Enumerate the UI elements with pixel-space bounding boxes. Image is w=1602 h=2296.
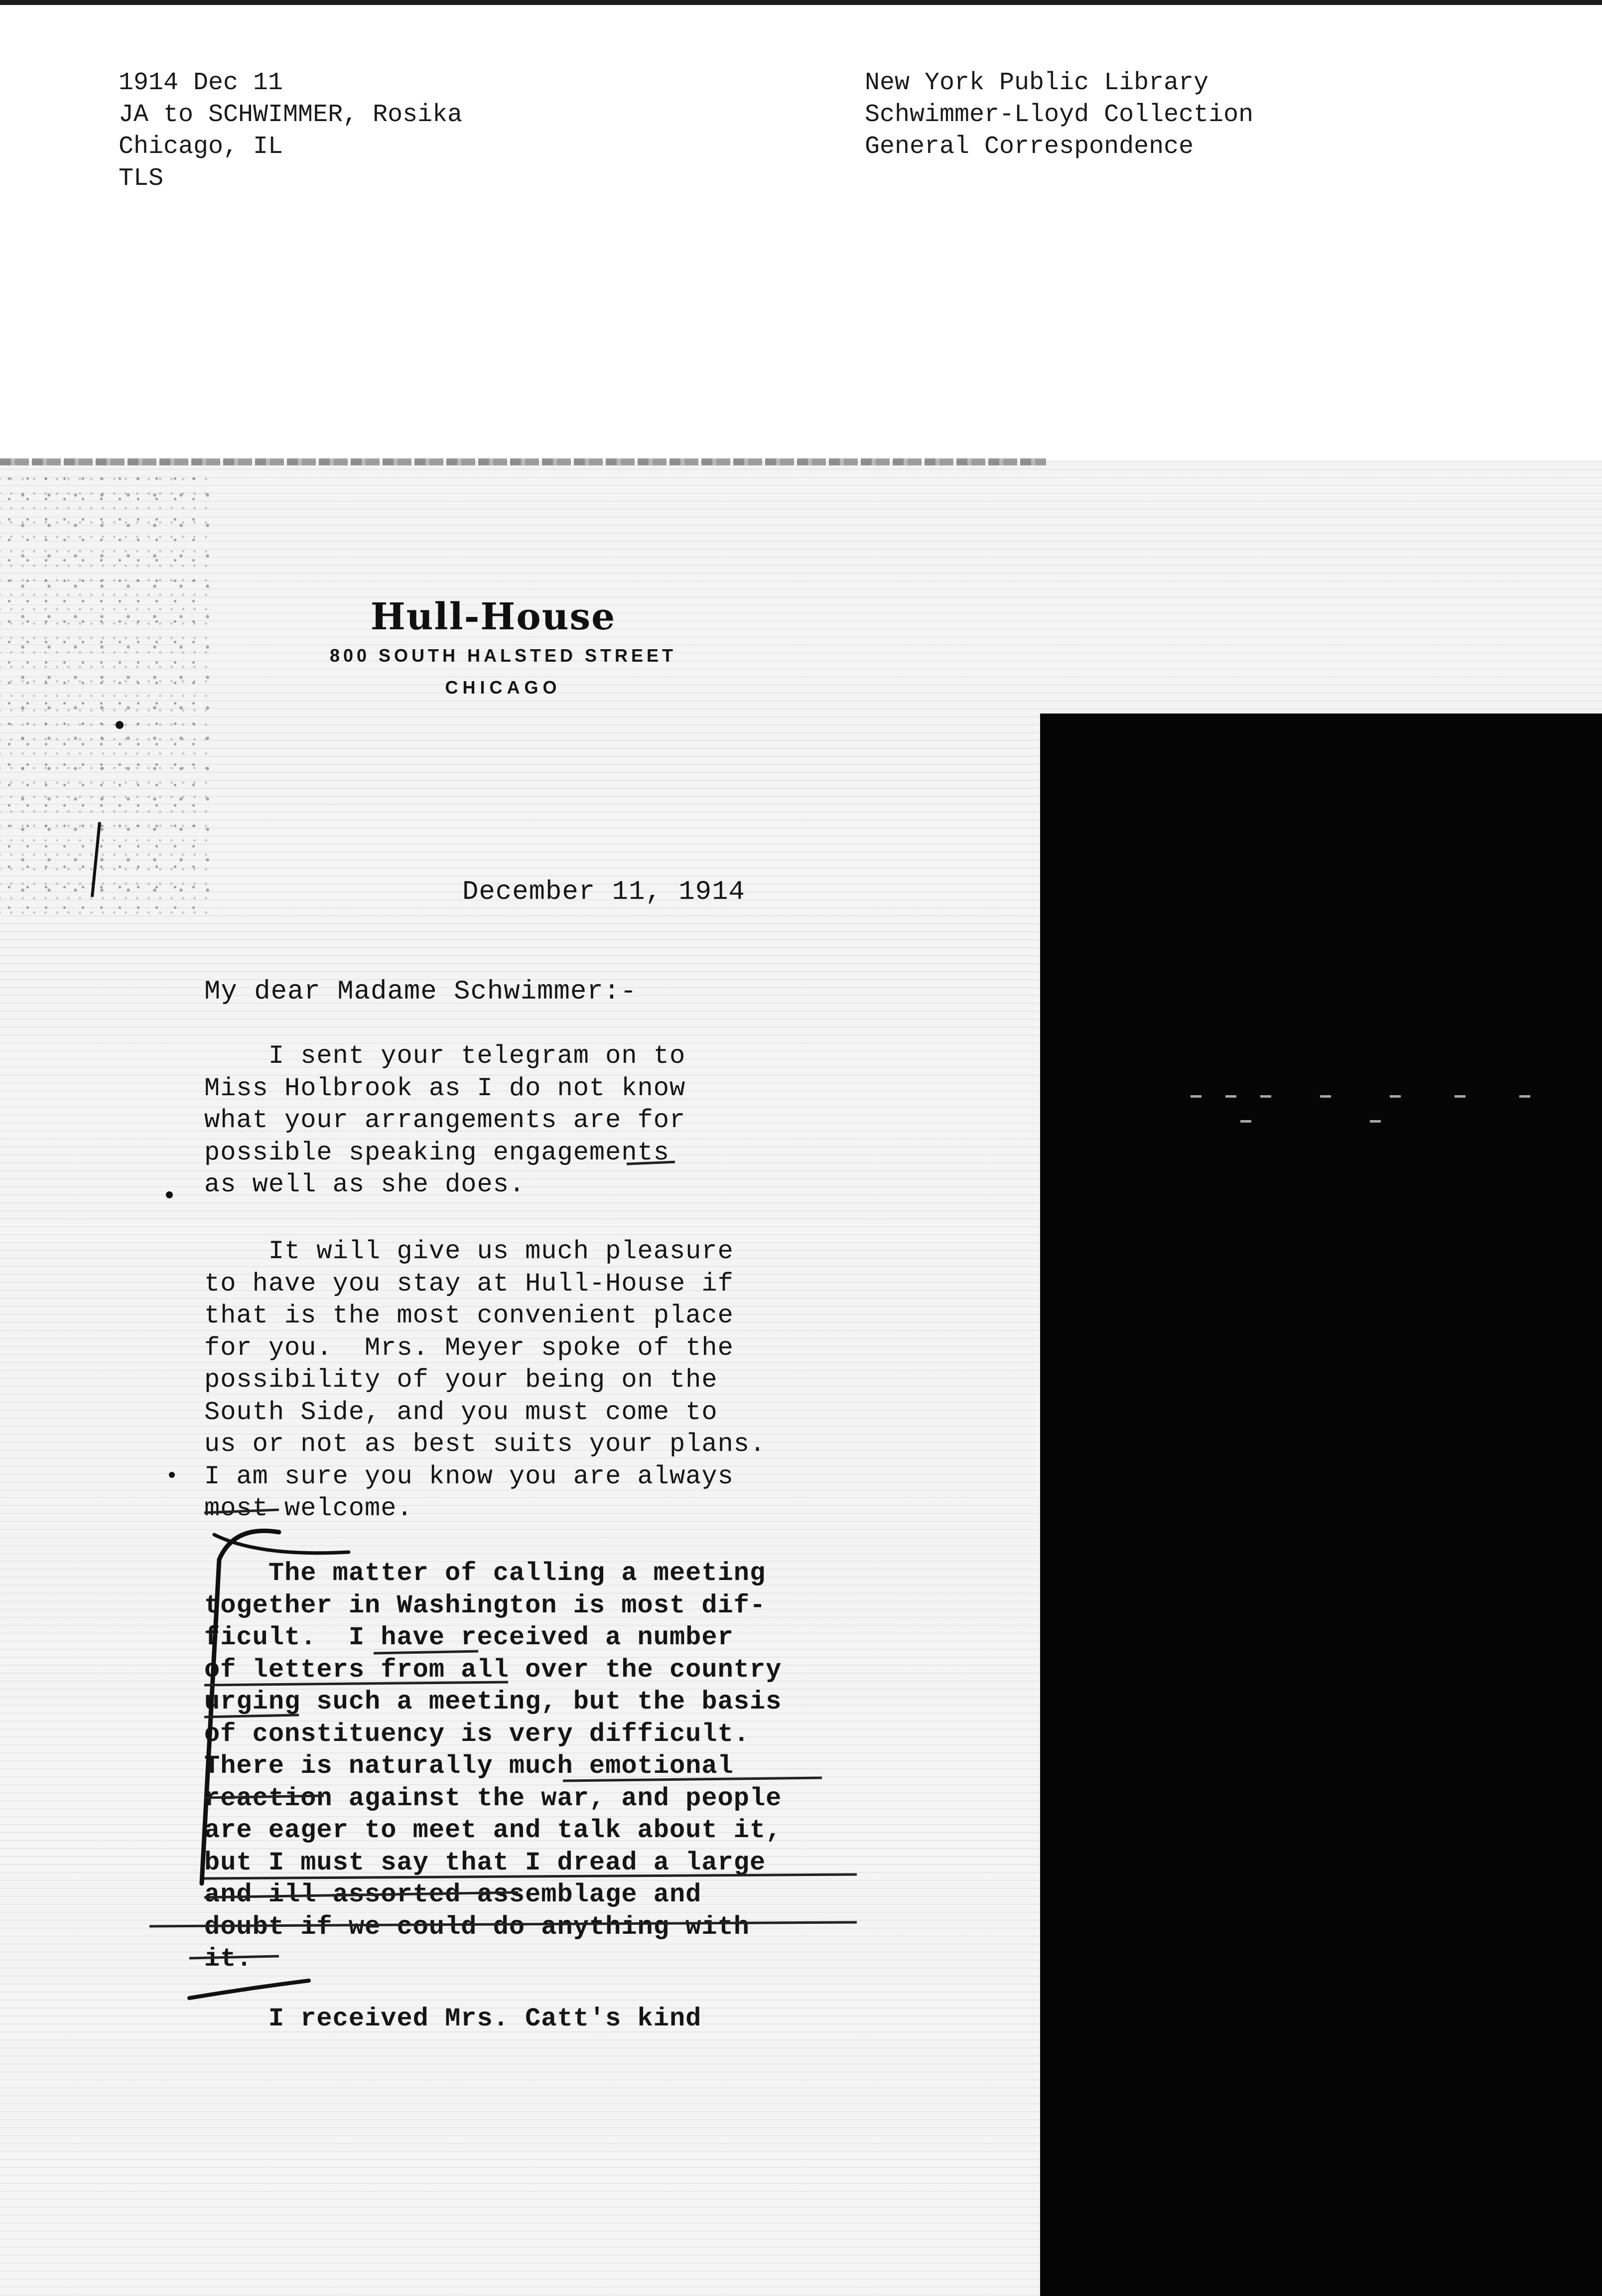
text-line: to have you stay at Hull-House if	[204, 1269, 734, 1298]
paper-torn-edge	[0, 458, 1046, 465]
archive-doc-type: TLS	[119, 164, 164, 193]
text-line: I am sure you know you are always	[204, 1461, 734, 1491]
text-line: doubt if we could do anything with	[204, 1912, 750, 1942]
text-line: as well as she does.	[204, 1170, 526, 1199]
text-line: for you. Mrs. Meyer spoke of the	[204, 1333, 734, 1363]
text-line: I received Mrs. Catt's kind	[204, 2004, 702, 2033]
text-line: The matter of calling a meeting	[204, 1559, 766, 1588]
scan-speckle-noise	[0, 468, 209, 917]
text-line: us or not as best suits your plans.	[204, 1430, 766, 1459]
archive-repository	[865, 67, 1253, 163]
text-line: but I must say that I dread a large	[204, 1848, 766, 1877]
series-name: General Correspondence	[865, 133, 1194, 161]
text-line: South Side, and you must come to	[204, 1397, 718, 1427]
text-line: Miss Holbrook as I do not know	[204, 1073, 686, 1103]
text-line: reaction against the war, and people	[204, 1783, 782, 1813]
text-line: ficult. I have received a number	[204, 1623, 734, 1652]
text-line: are eager to meet and talk about it,	[204, 1816, 782, 1845]
text-line: of constituency is very difficult.	[204, 1719, 750, 1749]
letter-paragraph-4	[204, 2003, 701, 2035]
text-line: together in Washington is most dif-	[204, 1590, 766, 1620]
text-line: There is naturally much emotional	[204, 1751, 734, 1781]
letter-paragraph-2	[204, 1236, 766, 1525]
scan-top-rule	[0, 0, 1602, 5]
text-line: urging such a meeting, but the basis	[204, 1687, 782, 1717]
text-line: possibility of your being on the	[204, 1365, 718, 1395]
text-line: I sent your telegram on to	[204, 1041, 686, 1071]
scanner-black-overlay	[1040, 714, 1602, 2296]
archive-place: Chicago, IL	[119, 133, 283, 161]
letter-date: December 11, 1914	[462, 877, 745, 907]
letter-paragraph-3	[204, 1558, 782, 1976]
archive-date: 1914 Dec 11	[119, 69, 283, 97]
letter-paragraph-1	[204, 1040, 685, 1201]
text-line: of letters from all over the country	[204, 1655, 782, 1685]
text-line: that is the most convenient place	[204, 1301, 734, 1330]
text-line: possible speaking engagements	[204, 1138, 669, 1167]
letterhead-street: 800 SOUTH HALSTED STREET	[329, 645, 677, 666]
text-line: most welcome.	[204, 1494, 413, 1523]
repository-name: New York Public Library	[865, 69, 1209, 97]
letterhead	[279, 595, 727, 698]
text-line: it.	[204, 1944, 253, 1974]
archive-citation	[119, 67, 462, 195]
letter-salutation: My dear Madame Schwimmer:-	[204, 977, 637, 1007]
text-line: It will give us much pleasure	[204, 1237, 734, 1266]
letterhead-name: Hull-House	[370, 595, 616, 638]
overlay-artifact-dots	[1191, 1095, 1539, 1125]
text-line: and ill assorted assemblage and	[204, 1880, 702, 1909]
collection-name: Schwimmer-Lloyd Collection	[865, 101, 1254, 129]
letterhead-city: CHICAGO	[445, 677, 561, 698]
text-line: what your arrangements are for	[204, 1106, 686, 1135]
archive-correspondents: JA to SCHWIMMER, Rosika	[119, 101, 463, 129]
